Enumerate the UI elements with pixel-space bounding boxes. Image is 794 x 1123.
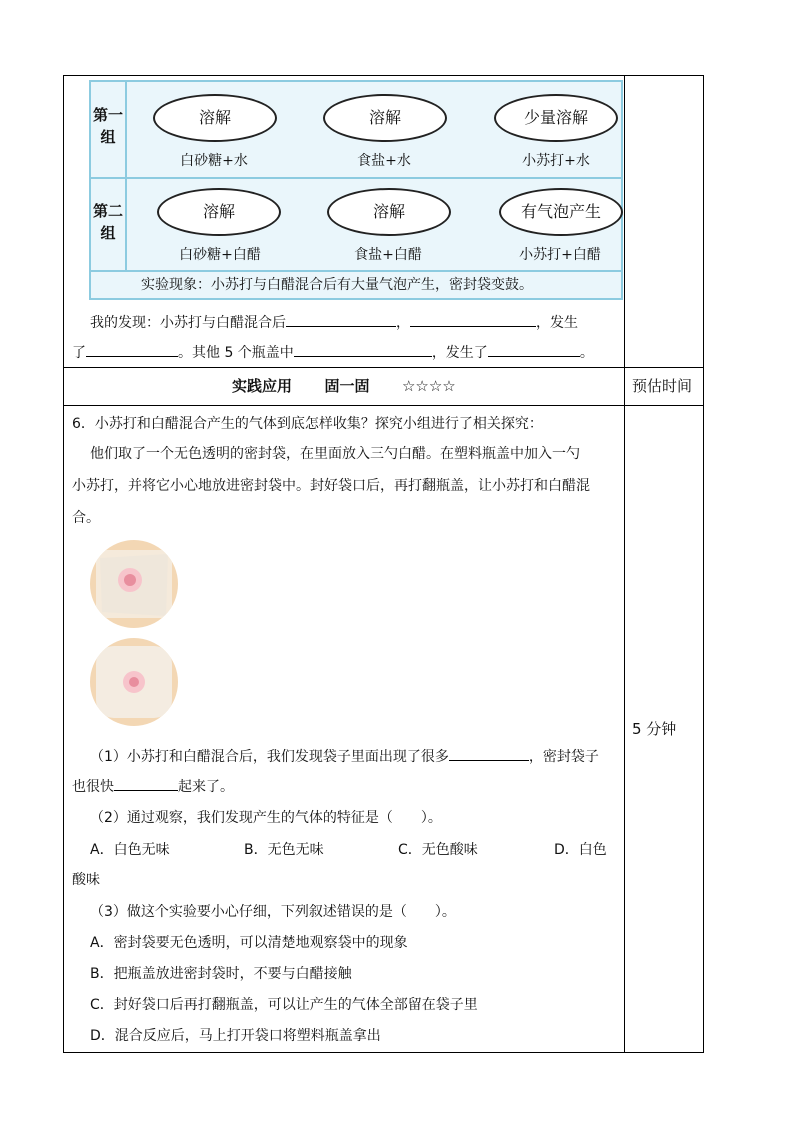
answer-blank[interactable] [86, 342, 178, 357]
experiment-panel [89, 80, 623, 300]
table-divider-column [624, 75, 625, 1053]
item-caption: 白砂糖+水 [180, 153, 248, 169]
discovery-text: ，发生 [536, 315, 578, 331]
answer-blank[interactable] [286, 312, 396, 327]
item-caption: 食盐+水 [357, 153, 411, 169]
question-text: 也很快 [72, 779, 114, 795]
time-value: 5 分钟 [632, 720, 677, 738]
answer-blank[interactable] [449, 746, 529, 761]
section-header [232, 376, 456, 396]
group-1-label: 第一组 [92, 106, 123, 146]
item-caption: 食盐+白醋 [354, 247, 422, 263]
question-paragraph: 他们取了一个无色透明的密封袋，在里面放入三勺白醋。在塑料瓶盖中加入一勺 [90, 446, 580, 462]
sub-question-1-line-2 [72, 776, 234, 797]
question-text: ，密封袋子 [528, 749, 599, 765]
result-oval: 溶解 [323, 94, 447, 142]
answer-blank[interactable] [410, 312, 536, 327]
answer-blank[interactable] [114, 776, 178, 791]
table-row-divider-1 [63, 367, 704, 368]
question-paragraph: 合。 [72, 510, 100, 526]
sub-question-1-line-1 [90, 746, 599, 767]
sealed-bag-photo-before [90, 540, 178, 628]
group-2-label: 第二组 [92, 202, 123, 242]
question-text: （1）小苏打和白醋混合后，我们发现袋子里面出现了很多 [90, 749, 449, 765]
sub-question-3: （3）做这个实验要小心仔细，下列叙述错误的是（ ）。 [90, 904, 456, 920]
experiment-phenomenon: 实验现象：小苏打与白醋混合后有大量气泡产生，密封袋变鼓。 [141, 277, 533, 293]
table-border-top [63, 75, 704, 76]
option-c[interactable]: C．封好袋口后再打翻瓶盖，可以让产生的气体全部留在袋子里 [90, 997, 478, 1013]
panel-divider-bottom [91, 270, 621, 272]
table-row-divider-2 [63, 405, 704, 406]
discovery-text: ，发生了 [431, 345, 488, 361]
question-intro: 6．小苏打和白醋混合产生的气体到底怎样收集？探究小组进行了相关探究： [72, 416, 543, 432]
discovery-text: ， [396, 315, 410, 331]
result-oval: 溶解 [157, 188, 281, 236]
item-caption: 白砂糖+白醋 [179, 247, 261, 263]
question-paragraph: 小苏打，并将它小心地放进密封袋中。封好袋口后，再打翻瓶盖，让小苏打和白醋混 [72, 478, 590, 494]
option-d[interactable]: D．白色 [554, 842, 607, 858]
table-border-left [63, 75, 64, 1053]
result-oval: 溶解 [153, 94, 277, 142]
discovery-text: 我的发现：小苏打与白醋混合后 [90, 315, 286, 331]
table-border-right [703, 75, 704, 1053]
difficulty-stars: ☆☆☆☆ [401, 377, 456, 395]
discovery-text: 。 [579, 345, 594, 361]
discovery-text: 了 [72, 345, 86, 361]
section-subtitle: 固一固 [324, 377, 370, 395]
panel-divider-middle [91, 177, 621, 179]
option-b[interactable]: B．无色无味 [244, 842, 324, 858]
option-d-wrap: 酸味 [72, 872, 100, 888]
sealed-bag-photo-after [90, 638, 178, 726]
item-caption: 小苏打+水 [522, 153, 590, 169]
discovery-text: 。其他 5 个瓶盖中 [178, 345, 294, 361]
result-oval: 少量溶解 [494, 94, 618, 142]
option-b[interactable]: B．把瓶盖放进密封袋时，不要与白醋接触 [90, 966, 352, 982]
section-title: 实践应用 [232, 377, 293, 395]
answer-blank[interactable] [294, 342, 432, 357]
table-border-bottom [63, 1052, 704, 1053]
sub-question-2: （2）通过观察，我们发现产生的气体的特征是（ ）。 [90, 810, 442, 826]
discovery-line-1 [90, 312, 578, 333]
option-c[interactable]: C．无色酸味 [398, 842, 478, 858]
discovery-line-2 [72, 342, 594, 363]
answer-blank[interactable] [488, 342, 580, 357]
option-a[interactable]: A．白色无味 [90, 842, 170, 858]
question-text: 起来了。 [178, 779, 234, 795]
option-a[interactable]: A．密封袋要无色透明，可以清楚地观察袋中的现象 [90, 935, 408, 951]
item-caption: 小苏打+白醋 [519, 247, 601, 263]
result-oval: 溶解 [327, 188, 451, 236]
time-header: 预估时间 [632, 377, 693, 395]
result-oval: 有气泡产生 [499, 188, 623, 236]
option-d[interactable]: D．混合反应后，马上打开袋口将塑料瓶盖拿出 [90, 1028, 381, 1044]
